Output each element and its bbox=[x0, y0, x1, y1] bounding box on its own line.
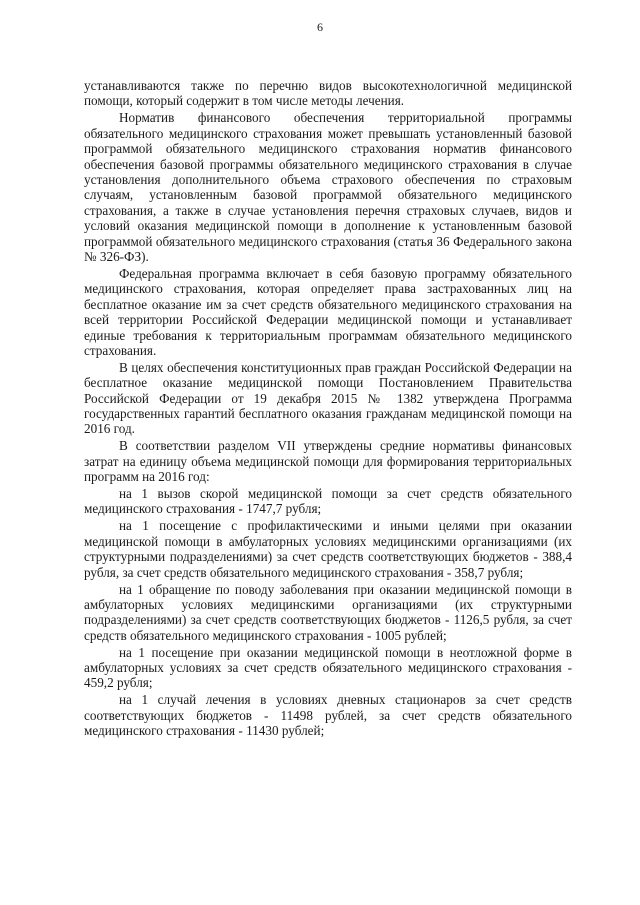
paragraph: Федеральная программа включает в себя базовую программу обязательного медицинского страхования, которая определяет права застрахованных лиц на бесплатное оказание им за счет средств обязательного медицинского страхования на всей территории Российской Федерации медицинской помощи и устанавливает единые требования к территориальным программам обязательного медицинского страхования. bbox=[84, 265, 572, 358]
list-item: на 1 посещение с профилактическими и иными целями при оказании медицинской помощи в амбулаторных условиях медицинскими организациями (их структурными подразделениями) за счет средств соответствующих бюджетов - 388,4 рубля, за счет средств обязательного медицинского страхования - 358,7 рубля; bbox=[84, 518, 572, 580]
paragraph: В соответствии разделом VII утверждены средние нормативы финансовых затрат на единицу объема медицинской помощи для формирования территориальных программ на 2016 год: bbox=[84, 438, 572, 485]
page-number: 6 bbox=[317, 20, 323, 34]
list-item: на 1 посещение при оказании медицинской помощи в неотложной форме в амбулаторных условиях за счет средств обязательного медицинского страхования - 459,2 рубля; bbox=[84, 644, 572, 691]
paragraph: Норматив финансового обеспечения территориальной программы обязательного медицинского страхования может превышать установленный базовой программой обязательного медицинского страхования норматив финансового обеспечения базовой программы обязательного медицинского страхования в случае установления дополнительного объема страхового обеспечения по страховым случаям, установленным базовой программой обязательного медицинского страхования, а также в случае установления перечня страховых случаев, видов и условий оказания медицинской помощи в дополнение к установленным базовой программой обязательного медицинского страхования (статья 36 Федерального закона № 326-ФЗ). bbox=[84, 110, 572, 264]
paragraph: устанавливаются также по перечню видов высокотехнологичной медицинской помощи, который содержит в том числе методы лечения. bbox=[84, 78, 572, 109]
list-item: на 1 случай лечения в условиях дневных стационаров за счет средств соответствующих бюджетов - 11498 рублей, за счет средств обязательного медицинского страхования - 11430 рублей; bbox=[84, 692, 572, 739]
document-body bbox=[84, 78, 572, 740]
paragraph: В целях обеспечения конституционных прав граждан Российской Федерации на бесплатное оказание медицинской помощи Постановлением Правительства Российской Федерации от 19 декабря 2015 № 1382 утверждена Программа государственных гарантий бесплатного оказания гражданам медицинской помощи на 2016 год. bbox=[84, 359, 572, 437]
list-item: на 1 вызов скорой медицинской помощи за счет средств обязательного медицинского страхования - 1747,7 рубля; bbox=[84, 486, 572, 517]
list-item: на 1 обращение по поводу заболевания при оказании медицинской помощи в амбулаторных условиях медицинскими организациями (их структурными подразделениями) за счет средств соответствующих бюджетов - 1126,5 рубля, за счет средств обязательного медицинского страхования - 1005 рублей; bbox=[84, 581, 572, 643]
